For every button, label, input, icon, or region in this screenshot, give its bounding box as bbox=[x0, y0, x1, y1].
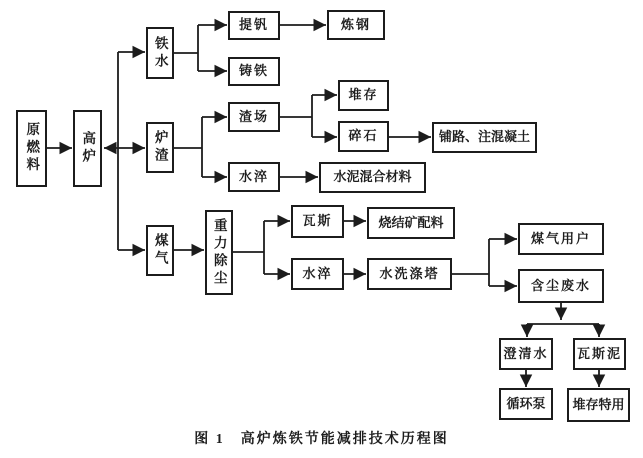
node-cement-admixture: 水泥混合材料 bbox=[319, 162, 426, 193]
node-water-scrubber: 水洗涤塔 bbox=[367, 258, 452, 290]
node-molten-iron: 铁水 bbox=[146, 27, 174, 79]
node-water-quench-gas: 水淬 bbox=[291, 258, 344, 290]
figure-caption: 图 1 高炉炼铁节能减排技术历程图 bbox=[194, 432, 449, 447]
node-gas-users: 煤气用户 bbox=[518, 223, 604, 255]
node-stockpiling: 堆存 bbox=[338, 80, 389, 111]
node-steelmaking: 炼钢 bbox=[327, 10, 385, 40]
node-slag: 炉渣 bbox=[146, 122, 174, 173]
node-cast-iron: 铸铁 bbox=[228, 57, 280, 86]
node-raw-fuel: 原燃料 bbox=[16, 110, 47, 187]
node-road-paving-concrete: 铺路、注混凝土 bbox=[432, 122, 537, 153]
node-coal-gas: 煤气 bbox=[146, 225, 174, 276]
node-stockpile-special-use: 堆存特用 bbox=[567, 388, 630, 422]
node-clarified-water: 澄清水 bbox=[499, 338, 553, 370]
node-water-quench-slag: 水淬 bbox=[228, 162, 280, 192]
node-crushed-stone: 碎石 bbox=[338, 121, 389, 152]
node-blast-furnace: 高炉 bbox=[73, 110, 102, 187]
node-circulating-pump: 循环泵 bbox=[499, 388, 553, 420]
node-gas-vapor: 瓦斯 bbox=[291, 205, 344, 238]
node-dusty-wastewater: 含尘废水 bbox=[518, 269, 604, 303]
node-sinter-burden: 烧结矿配料 bbox=[367, 207, 455, 239]
node-gravity-dedusting: 重力除尘 bbox=[205, 210, 233, 295]
node-slag-yard: 渣场 bbox=[228, 102, 280, 132]
node-vanadium-extraction: 提钒 bbox=[228, 11, 280, 40]
node-gas-sludge: 瓦斯泥 bbox=[573, 338, 626, 370]
